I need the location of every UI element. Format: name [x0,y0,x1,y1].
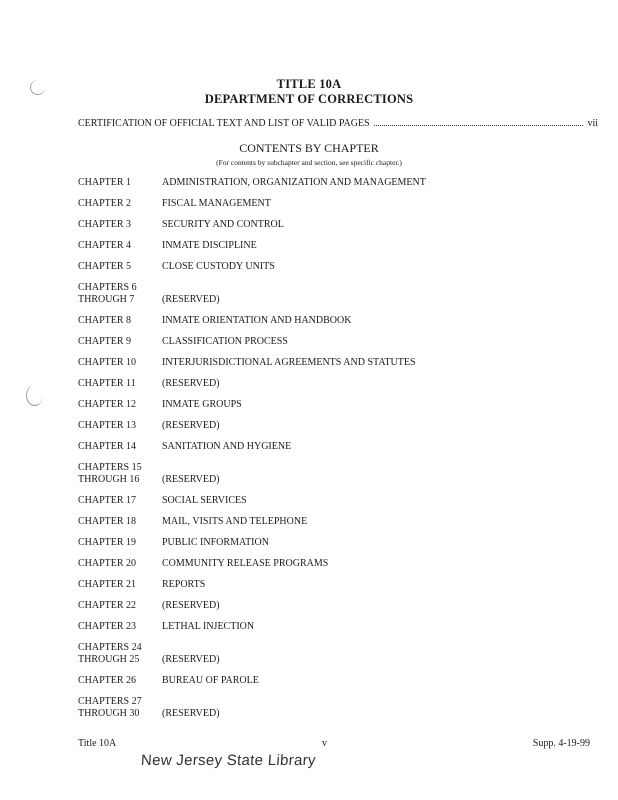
chapter-row [78,357,416,369]
chapter-row [78,558,328,570]
chapter-number: CHAPTER 11 [78,378,136,389]
chapter-title: PUBLIC INFORMATION [162,537,269,548]
chapter-number: CHAPTER 4 [78,240,132,251]
chapter-row [78,240,257,252]
chapter-title: (RESERVED) [162,474,220,485]
chapter-row [78,336,288,348]
footer-page-number: v [322,738,328,749]
contents-heading: CONTENTS BY CHAPTER [239,141,379,155]
chapter-row [78,495,247,507]
chapter-title: (RESERVED) [162,654,220,665]
chapter-number: CHAPTER 8 [78,315,132,326]
contents-note: (For contents by subchapter and section, see specific chapter.) [216,158,402,167]
chapter-title: INMATE ORIENTATION AND HANDBOOK [162,315,352,326]
title-block [0,77,618,107]
certification-line [78,118,598,129]
chapter-row [78,420,220,432]
document-title: TITLE 10A [276,77,342,91]
chapter-number: CHAPTER 10 [78,357,137,368]
chapter-title: INMATE GROUPS [162,399,242,410]
chapter-title: BUREAU OF PAROLE [162,675,259,686]
chapter-row [78,579,205,591]
certification-text: CERTIFICATION OF OFFICIAL TEXT AND LIST OF VALID PAGES [78,118,370,129]
chapter-title: FISCAL MANAGEMENT [162,198,271,209]
chapter-number: CHAPTER 1 [78,177,132,188]
chapter-row [78,600,220,612]
chapter-row [78,516,307,528]
chapter-number: CHAPTER 20 [78,558,137,569]
chapter-number: CHAPTER 3 [78,219,132,230]
chapter-title: ADMINISTRATION, ORGANIZATION AND MANAGEMENT [162,177,426,188]
scan-mark [26,385,43,406]
chapter-number: CHAPTER 2 [78,198,132,209]
chapter-number: CHAPTERS 6 THROUGH 7 [78,282,137,305]
chapter-title: CLASSIFICATION PROCESS [162,336,288,347]
chapter-row [78,261,275,273]
chapter-title: (RESERVED) [162,600,220,611]
chapter-number: CHAPTER 26 [78,675,137,686]
scan-mark [30,80,45,95]
chapter-row [78,378,220,390]
chapter-title: COMMUNITY RELEASE PROGRAMS [162,558,329,569]
chapter-row [78,282,220,306]
chapter-row [78,675,259,687]
chapter-row [78,177,426,189]
chapter-number: CHAPTER 22 [78,600,137,611]
chapter-title: SANITATION AND HYGIENE [162,441,292,452]
chapter-number: CHAPTERS 24 THROUGH 25 [78,642,142,665]
chapter-number: CHAPTER 5 [78,261,132,272]
chapter-title: (RESERVED) [162,420,220,431]
chapter-title: INMATE DISCIPLINE [162,240,257,251]
chapter-title: (RESERVED) [162,708,220,719]
chapter-title: SOCIAL SERVICES [162,495,247,506]
chapter-row [78,441,291,453]
document-subtitle: DEPARTMENT OF CORRECTIONS [204,92,414,106]
chapter-row [78,537,269,549]
chapter-number: CHAPTER 21 [78,579,137,590]
chapter-number: CHAPTER 14 [78,441,137,452]
chapter-number: CHAPTER 23 [78,621,137,632]
chapter-row [78,219,284,231]
chapter-row [78,696,220,720]
chapter-number: CHAPTER 13 [78,420,137,431]
chapter-number: CHAPTER 17 [78,495,137,506]
chapter-number: CHAPTERS 15 THROUGH 16 [78,462,142,485]
chapter-number: CHAPTER 19 [78,537,137,548]
chapter-number: CHAPTER 18 [78,516,137,527]
chapter-row [78,399,242,411]
page-footer [78,738,590,749]
footer-right: Supp. 4-19-99 [532,738,590,749]
chapter-number: CHAPTER 12 [78,399,137,410]
chapter-row [78,315,351,327]
chapter-title: SECURITY AND CONTROL [162,219,284,230]
chapter-number: CHAPTERS 27 THROUGH 30 [78,696,142,719]
chapter-title: (RESERVED) [162,294,220,305]
dot-leader [374,125,584,126]
chapter-row [78,198,271,210]
certification-page: vii [587,118,598,129]
chapter-title: INTERJURISDICTIONAL AGREEMENTS AND STATUTES [162,357,416,368]
chapter-title: CLOSE CUSTODY UNITS [162,261,275,272]
chapter-title: REPORTS [162,579,206,590]
chapter-title: MAIL, VISITS AND TELEPHONE [162,516,308,527]
chapter-row [78,642,220,666]
chapter-row [78,462,220,486]
chapter-row [78,621,254,633]
library-stamp: New Jersey State Library [140,752,317,769]
chapter-title: LETHAL INJECTION [162,621,255,632]
footer-left: Title 10A [78,738,117,749]
chapter-title: (RESERVED) [162,378,220,389]
chapter-number: CHAPTER 9 [78,336,132,347]
